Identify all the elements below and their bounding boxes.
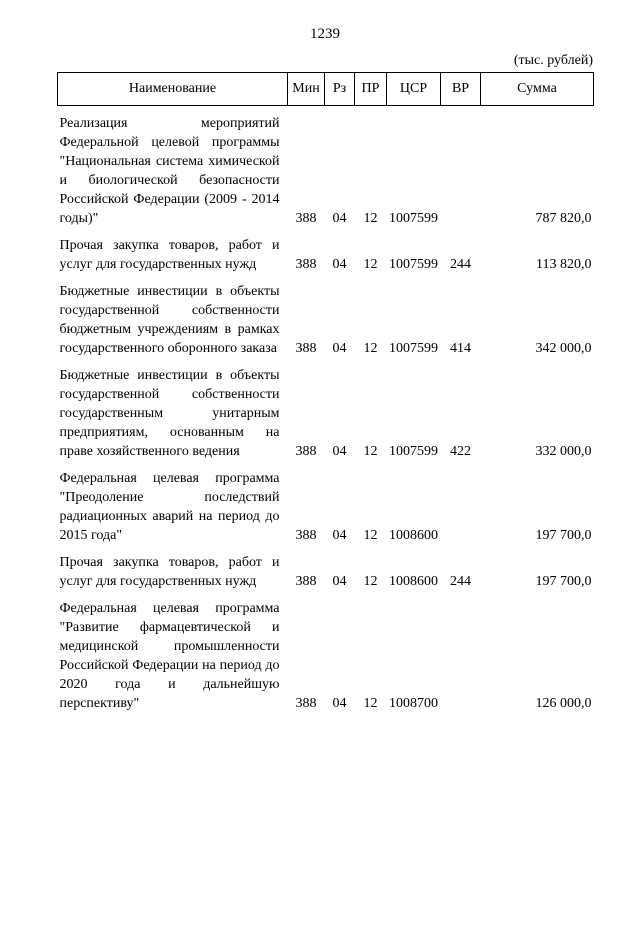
header-pr: ПР — [355, 73, 387, 106]
cell-vr: 244 — [450, 257, 471, 272]
cell-name: Реализация мероприятий Федеральной целевой программы "Национальная система химической и биологической безопасности Российской Федерации (2009 - 2014 годы)" — [59, 116, 280, 226]
cell-rz: 04 — [332, 528, 347, 543]
cell-pr: 12 — [363, 574, 378, 589]
cell-rz: 04 — [332, 444, 347, 459]
cell-summa: 332 000,0 — [535, 444, 592, 459]
cell-rz: 04 — [332, 574, 347, 589]
cell-min: 388 — [295, 444, 317, 459]
table-header-row — [58, 73, 594, 106]
cell-name: Бюджетные инвестиции в объекты государственной собственности бюджетным учреждениям в рамках государственного оборонного заказа — [59, 284, 280, 356]
cell-vr — [441, 591, 481, 713]
cell-name: Прочая закупка товаров, работ и услуг для государственных нужд — [59, 555, 280, 589]
header-csr: ЦСР — [387, 73, 441, 106]
cell-pr: 12 — [363, 341, 378, 356]
cell-summa: 197 700,0 — [535, 528, 592, 543]
cell-summa: 126 000,0 — [535, 696, 592, 711]
document-page — [57, 26, 593, 713]
page-number: 1239 — [310, 26, 340, 42]
units-note: (тыс. рублей) — [513, 53, 593, 68]
cell-rz: 04 — [332, 211, 347, 226]
cell-pr: 12 — [363, 257, 378, 272]
cell-vr: 414 — [450, 341, 471, 356]
cell-summa: 197 700,0 — [535, 574, 592, 589]
cell-name: Бюджетные инвестиции в объекты государственной собственности государственным унитарным предприятиям, основанным на праве хозяйственного ведения — [59, 368, 280, 459]
cell-min: 388 — [295, 528, 317, 543]
cell-rz: 04 — [332, 257, 347, 272]
header-rz: Рз — [325, 73, 355, 106]
cell-csr: 1007599 — [389, 211, 438, 226]
table-row — [58, 591, 594, 713]
table-row — [58, 228, 594, 274]
header-min: Мин — [288, 73, 325, 106]
cell-summa: 787 820,0 — [535, 211, 592, 226]
budget-table — [57, 72, 594, 713]
table-row — [58, 545, 594, 591]
cell-pr: 12 — [363, 696, 378, 711]
cell-min: 388 — [295, 257, 317, 272]
cell-summa: 113 820,0 — [536, 257, 592, 272]
cell-csr: 1008700 — [389, 696, 438, 711]
table-row — [58, 461, 594, 545]
cell-rz: 04 — [332, 696, 347, 711]
cell-pr: 12 — [363, 528, 378, 543]
header-summa: Сумма — [481, 73, 594, 106]
table-row — [58, 274, 594, 358]
header-vr: ВР — [441, 73, 481, 106]
cell-csr: 1007599 — [389, 444, 438, 459]
cell-min: 388 — [295, 211, 317, 226]
cell-name: Прочая закупка товаров, работ и услуг для государственных нужд — [59, 238, 280, 272]
cell-csr: 1007599 — [389, 257, 438, 272]
cell-vr: 422 — [450, 444, 471, 459]
table-row — [58, 106, 594, 229]
cell-csr: 1008600 — [389, 528, 438, 543]
cell-vr — [441, 461, 481, 545]
cell-csr: 1007599 — [389, 341, 438, 356]
cell-min: 388 — [295, 341, 317, 356]
cell-pr: 12 — [363, 444, 378, 459]
table-row — [58, 358, 594, 461]
cell-summa: 342 000,0 — [535, 341, 592, 356]
cell-pr: 12 — [363, 211, 378, 226]
cell-min: 388 — [295, 696, 317, 711]
cell-min: 388 — [295, 574, 317, 589]
cell-name: Федеральная целевая программа "Развитие фармацевтической и медицинской промышленности Российской Федерации на период до 2020 года и дальнейшую перспективу" — [59, 601, 280, 711]
cell-vr: 244 — [450, 574, 471, 589]
header-name: Наименование — [58, 73, 288, 106]
cell-csr: 1008600 — [389, 574, 438, 589]
cell-rz: 04 — [332, 341, 347, 356]
cell-vr — [441, 106, 481, 229]
cell-name: Федеральная целевая программа "Преодоление последствий радиационных аварий на период до 2015 года" — [59, 471, 280, 543]
